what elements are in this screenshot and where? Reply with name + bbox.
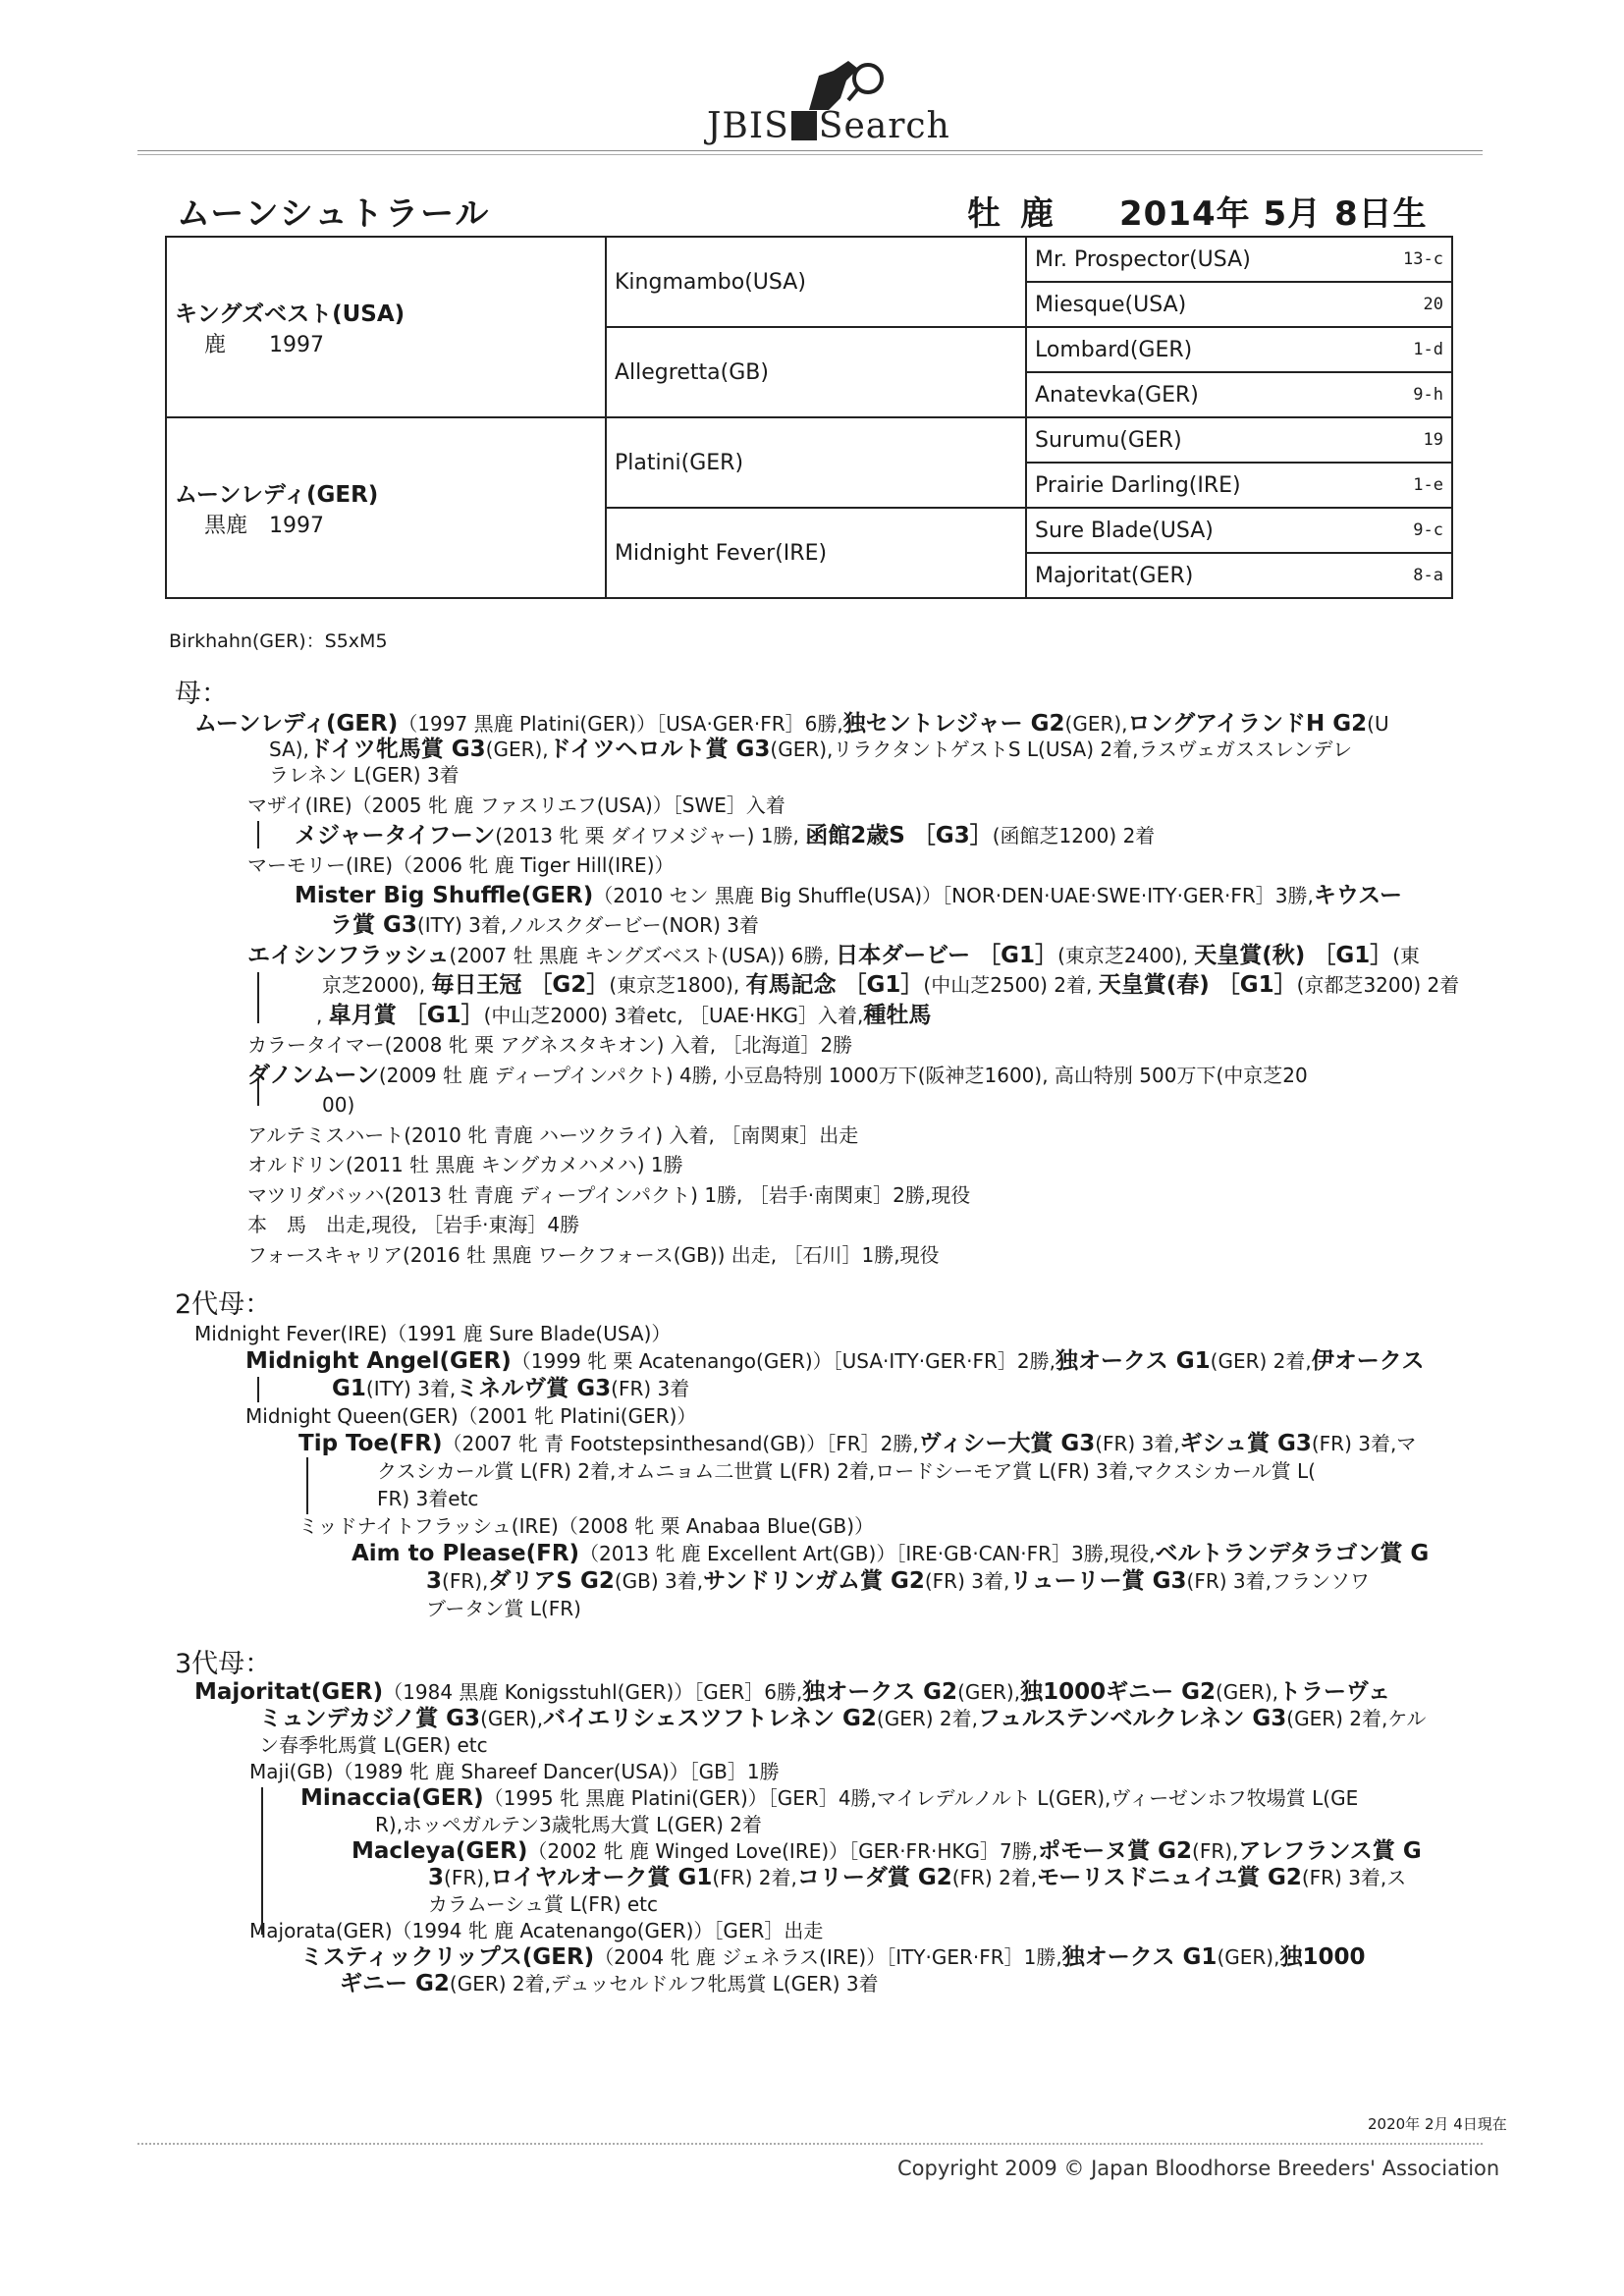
- tree-line: [257, 972, 259, 1023]
- tree-line: [257, 1377, 259, 1402]
- list-item: マツリダバッハ(2013 牡 青鹿 ディープインパクト) 1勝, ［岩手·南関東］2勝,現役: [247, 1182, 971, 1207]
- list-item: カラムーシュ賞 L(FR) etc: [428, 1892, 659, 1916]
- pedigree-table: [165, 236, 1453, 599]
- dam-name: ムーンレディ(GER): [175, 482, 379, 508]
- list-item: 3(FR),ダリアS G2(GB) 3着,サンドリンガム賞 G2(FR) 3着,リューリー賞 G3(FR) 3着,フランソワ: [426, 1568, 1370, 1594]
- list-item: メジャータイフーン(2013 牝 栗 ダイワメジャー) 1勝, 函館2歳S ［G3］(函館芝1200) 2着: [295, 822, 1156, 848]
- section-gdam: 2代母：: [175, 1289, 272, 1320]
- section-ggdam: 3代母：: [175, 1649, 272, 1679]
- list-item: クスシカール賞 L(FR) 2着,オムニョム二世賞 L(FR) 2着,ロードシーモア賞 L(FR) 3着,マクスシカール賞 L(: [377, 1459, 1316, 1483]
- tree-line: [257, 1078, 259, 1106]
- list-item: ミュンデカジノ賞 G3(GER),バイエリシェスツフトレネン G2(GER) 2着,フュルステンベルクレネン G3(GER) 2着,ケル: [259, 1706, 1427, 1731]
- text-line: ムーンレディ(GER)（1997 黒鹿 Platini(GER)）［USA·GER·FR］6勝,独セントレジャー G2(GER),ロングアイランドH G2(U: [194, 711, 1389, 737]
- section-dam: 母：: [175, 679, 228, 709]
- gen3-cell: Miesque(USA) 20: [1026, 282, 1452, 327]
- list-item: Midnight Angel(GER)（1999 牝 栗 Acatenango(GER)）［USA·ITY·GER·FR］2勝,独オークス G1(GER) 2着,伊オークス: [245, 1348, 1425, 1374]
- gen3-cell: Anatevka(GER) 9-h: [1026, 372, 1452, 417]
- gen3-cell: Majoritat(GER) 8-a: [1026, 553, 1452, 598]
- sire-info: 鹿 1997: [204, 333, 324, 357]
- list-item: ミスティックリップス(GER)（2004 牝 鹿 ジェネラス(IRE)）［ITY·GER·FR］1勝,独オークス G1(GER),独1000: [300, 1944, 1366, 1970]
- list-item: Macleya(GER)（2002 牝 鹿 Winged Love(IRE)）［GER·FR·HKG］7勝,ポモーヌ賞 G2(FR),アレフランス賞 G: [352, 1838, 1422, 1864]
- sex-color: 牡鹿: [967, 194, 1073, 234]
- list-item: ラ賞 G3(ITY) 3着,ノルスクダービー(NOR) 3着: [330, 912, 759, 938]
- header-rule: [137, 150, 1483, 155]
- gen2-cell: Kingmambo(USA): [606, 237, 1026, 327]
- list-item: ブータン賞 L(FR): [426, 1597, 581, 1620]
- tree-line: [257, 821, 259, 848]
- gen3-cell: Prairie Darling(IRE) 1-e: [1026, 463, 1452, 508]
- list-item: ン春季牝馬賞 L(GER) etc: [259, 1733, 488, 1757]
- list-item: 00): [322, 1093, 355, 1117]
- jbis-logo: [699, 51, 954, 145]
- list-item: カラータイマー(2008 牝 栗 アグネスタキオン) 入着, ［北海道］2勝: [247, 1033, 853, 1057]
- list-item: マーモリー(IRE)（2006 牝 鹿 Tiger Hill(IRE)）: [247, 853, 675, 877]
- list-item: ミッドナイトフラッシュ(IRE)（2008 牝 栗 Anabaa Blue(GB)）: [298, 1514, 875, 1538]
- gdam-list: [194, 1320, 1429, 1622]
- list-item: Midnight Fever(IRE)（1991 鹿 Sure Blade(USA)）: [194, 1322, 672, 1345]
- dam-offspring-list: [247, 791, 1459, 1270]
- logo-text: JBIS Search: [707, 106, 950, 146]
- ggdam-list: [194, 1679, 1426, 1997]
- list-item: フォースキャリア(2016 牡 黒鹿 ワークフォース(GB)) 出走, ［石川］1勝,現役: [247, 1242, 940, 1267]
- list-item: G1(ITY) 3着,ミネルヴ賞 G3(FR) 3着: [332, 1376, 690, 1401]
- list-item: 京芝2000), 毎日王冠 ［G2］(東京芝1800), 有馬記念 ［G1］(中山芝2500) 2着, 天皇賞(春) ［G1］(京都芝3200) 2着: [322, 972, 1460, 998]
- inbreeding-note: Birkhahn(GER)：S5xM5: [169, 630, 388, 652]
- gen3-cell: Sure Blade(USA) 9-c: [1026, 508, 1452, 553]
- gen3-cell: Surumu(GER) 19: [1026, 417, 1452, 463]
- list-item: Midnight Queen(GER)（2001 牝 Platini(GER)）: [245, 1404, 697, 1428]
- list-item: R),ホッペガルテン3歳牝馬大賞 L(GER) 2着: [375, 1813, 762, 1836]
- gen2-cell: Midnight Fever(IRE): [606, 508, 1026, 598]
- sire-name: キングズベスト(USA): [175, 301, 406, 327]
- dam-info: 黒鹿 1997: [204, 514, 324, 538]
- text-line: SA),ドイツ牝馬賞 G3(GER),ドイツヘロルト賞 G3(GER),リラクタントゲストS L(USA) 2着,ラスヴェガススレンデレ: [269, 737, 1353, 762]
- list-item: マザイ(IRE)（2005 牝 鹿 ファスリエフ(USA)）［SWE］入着: [247, 793, 785, 817]
- list-item: , 皐月賞 ［G1］(中山芝2000) 3着etc, ［UAE·HKG］入着,種牡馬: [316, 1002, 932, 1028]
- list-item: オルドリン(2011 牡 黒鹿 キングカメハメハ) 1勝: [247, 1153, 683, 1176]
- list-item: Aim to Please(FR)（2013 牝 鹿 Excellent Art(GB)）［IRE·GB·CAN·FR］3勝,現役,ベルトランデタラゴン賞 G: [352, 1541, 1430, 1566]
- list-item: 3(FR),ロイヤルオーク賞 G1(FR) 2着,コリーダ賞 G2(FR) 2着,モーリスドニュイユ賞 G2(FR) 3着,ス: [428, 1865, 1407, 1890]
- list-item: 本 馬 出走,現役, ［岩手·東海］4勝: [247, 1213, 580, 1236]
- list-item: FR) 3着etc: [377, 1487, 479, 1510]
- list-item: Maji(GB)（1989 牝 鹿 Shareef Dancer(USA)）［GB］1勝: [249, 1760, 780, 1783]
- list-item: Tip Toe(FR)（2007 牝 青 Footstepsinthesand(GB)）［FR］2勝,ヴィシー大賞 G3(FR) 3着,ギシュ賞 G3(FR) 3着,マ: [298, 1431, 1417, 1456]
- list-item: ギニー G2(GER) 2着,デュッセルドルフ牝馬賞 L(GER) 3着: [340, 1971, 879, 1996]
- gen3-cell: Mr. Prospector(USA) 13-c: [1026, 237, 1452, 282]
- sire-cell: [166, 237, 606, 417]
- copyright: Copyright 2009 © Japan Bloodhorse Breeders' Association: [897, 2157, 1500, 2180]
- list-item: Majorata(GER)（1994 牝 鹿 Acatenango(GER)）［GER］出走: [249, 1919, 824, 1942]
- tree-line: [306, 1457, 308, 1514]
- text-line: ラレネン L(GER) 3着: [269, 763, 460, 787]
- list-item: エイシンフラッシュ(2007 牡 黒鹿 キングズベスト(USA)) 6勝, 日本ダービー ［G1］(東京芝2400), 天皇賞(秋) ［G1］(東: [247, 942, 1421, 968]
- horse-name: ムーンシュトラール: [177, 194, 491, 234]
- list-item: アルテミスハート(2010 牝 青鹿 ハーツクライ) 入着, ［南関東］出走: [247, 1122, 859, 1147]
- gen2-cell: Platini(GER): [606, 417, 1026, 508]
- tree-line: [261, 1787, 263, 1935]
- birth-date: 2014年 5月 8日生: [1119, 194, 1428, 234]
- gen3-cell: Lombard(GER) 1-d: [1026, 327, 1452, 372]
- dam-cell: [166, 417, 606, 598]
- list-item: Majoritat(GER)（1984 黒鹿 Konigsstuhl(GER)）［GER］6勝,独オークス G2(GER),独1000ギニー G2(GER),トラーヴェ: [194, 1679, 1391, 1705]
- gen2-cell: Allegretta(GB): [606, 327, 1026, 417]
- as-of-date: 2020年 2月 4日現在: [1368, 2115, 1507, 2133]
- list-item: ダノンムーン(2009 牡 鹿 ディープインパクト) 4勝, 小豆島特別 1000万下(阪神芝1600), 高山特別 500万下(中京芝20: [247, 1062, 1308, 1088]
- list-item: Minaccia(GER)（1995 牝 黒鹿 Platini(GER)）［GER］4勝,マイレデルノルト L(GER),ヴィーゼンホフ牧場賞 L(GE: [300, 1785, 1359, 1811]
- list-item: Mister Big Shuffle(GER)（2010 セン 黒鹿 Big Shuffle(USA)）［NOR·DEN·UAE·SWE·ITY·GER·FR］3勝,キウスー: [295, 882, 1403, 908]
- dam-record: [194, 711, 1389, 788]
- footer-rule: [137, 2143, 1483, 2145]
